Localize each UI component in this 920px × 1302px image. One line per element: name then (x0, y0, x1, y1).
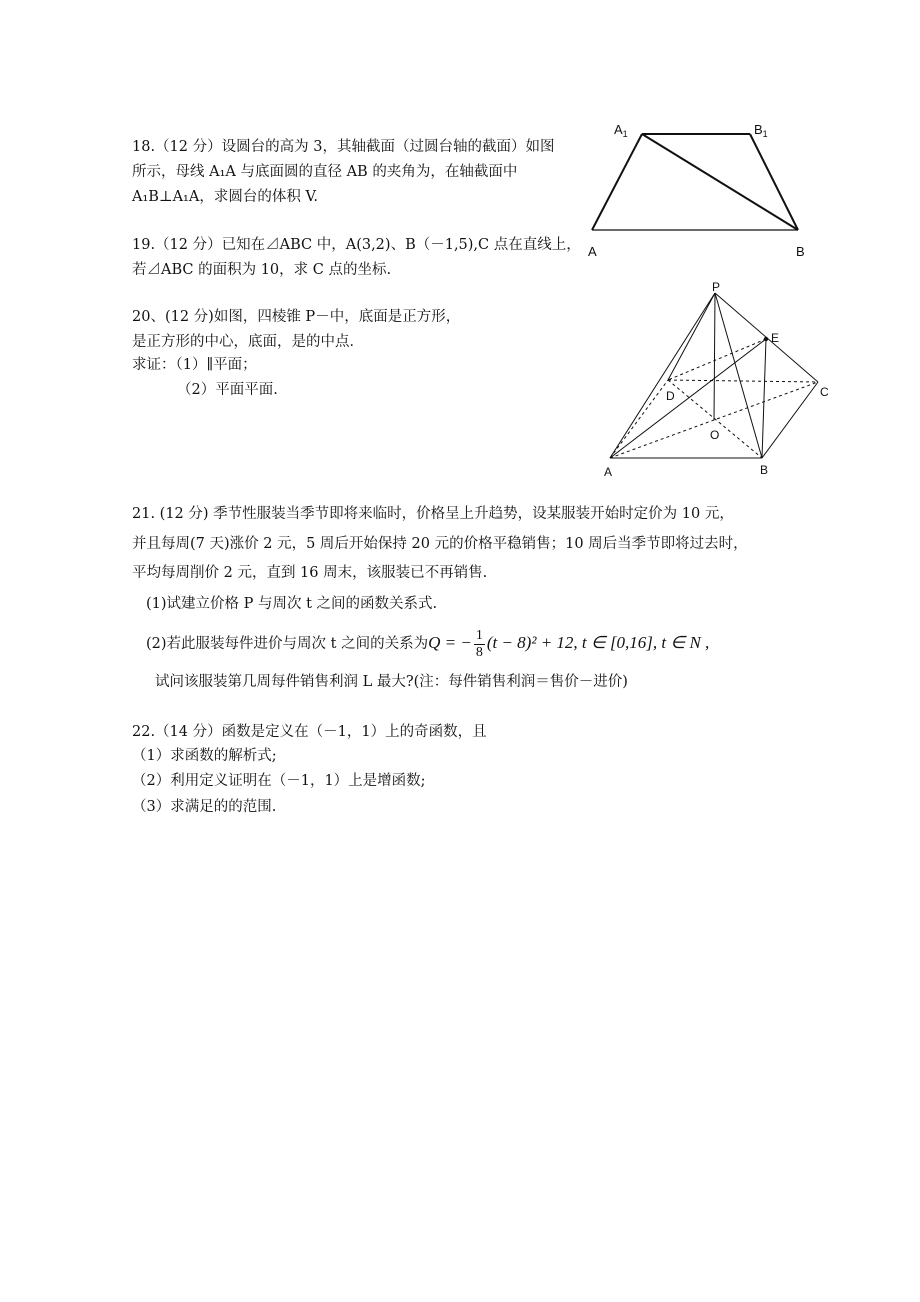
q19-line2: 若⊿ABC 的面积为 10，求 C 点的坐标. (132, 262, 392, 278)
edge-dc-hidden (668, 380, 818, 382)
q21-line1: 21. (12 分) 季节性服装当季节即将来临时，价格呈上升趋势，设某服装开始时定价为 10 元， (132, 506, 734, 522)
q21-part1: (1)试建立价格 P 与周次 t 之间的函数关系式. (146, 596, 438, 612)
label-e: E (771, 331, 780, 345)
segment-ed-hidden (668, 339, 766, 380)
label-b1: $B_1$ (754, 122, 768, 139)
label-o: O (710, 428, 720, 442)
q20-line1: 20、(12 分)如图，四棱锥 P－中，底面是正方形， (132, 309, 461, 325)
fraction-numerator: 1 (475, 627, 483, 643)
edge-pd (668, 293, 715, 380)
q19-line1: 19.（12 分）已知在⊿ABC 中，A(3,2)、B（－1,5),C 点在直线上， (132, 237, 581, 253)
formula-rhs: (t − 8)² + 12, t ∈ [0,16], t ∈ N , (486, 633, 710, 652)
q18-line1: 18.（12 分）设圆台的高为 3，其轴截面（过圆台轴的截面）如图 (132, 139, 555, 155)
edge-po (714, 293, 715, 420)
q22-line1: 22.（14 分）函数是定义在（－1，1）上的奇函数，且 (132, 724, 487, 740)
q22-part2: （2）利用定义证明在（－1，1）上是增函数; (132, 773, 426, 789)
segment-eb (762, 339, 766, 458)
q21-part2 (146, 624, 709, 664)
q21-part2-prefix: (2)若此服装每件进价与周次 t 之间的关系为 (146, 636, 429, 652)
edge-pb (715, 293, 762, 458)
q21-line3: 平均每周削价 2 元，直到 16 周末，该服装已不再销售. (132, 565, 488, 581)
label-c: C (820, 385, 829, 399)
q20-line2: 是正方形的中心，底面，是的中点． (132, 334, 364, 350)
q20-line4: （2）平面平面. (177, 382, 278, 398)
label-b: B (796, 244, 805, 259)
segment-ea (610, 339, 766, 458)
fraction-denominator: 8 (475, 644, 483, 660)
q18-line2: 所示，母线 A₁A 与底面圆的直径 AB 的夹角为，在轴截面中 (132, 164, 518, 180)
edge-pa (610, 293, 715, 458)
frustum-axial-section-figure (580, 112, 820, 262)
edge-ad-hidden (610, 380, 668, 458)
diagonal-bd-hidden (668, 380, 762, 458)
label-a1: $A_1$ (614, 122, 628, 139)
formula-fraction (474, 628, 485, 661)
label-b: B (760, 463, 769, 477)
edge-bc (762, 382, 818, 458)
pyramid-figure (596, 282, 836, 482)
q20-line3: 求证：（1）∥平面； (132, 357, 257, 373)
formula-lhs: Q = − (428, 633, 472, 652)
label-d: D (666, 389, 675, 403)
q22-part1: （1）求函数的解析式; (132, 748, 277, 764)
label-a: A (604, 465, 613, 479)
q21-formula (428, 627, 710, 660)
label-p: P (712, 282, 721, 294)
label-a: A (588, 244, 597, 259)
left-edge (592, 134, 642, 230)
q21-line2: 并且每周(7 天)涨价 2 元，5 周后开始保持 20 元的价格平稳销售；10 周后当季节即将过去时， (132, 536, 748, 552)
q21-part2-line2: 试问该服装第几周每件销售利润 L 最大?(注：每件销售利润＝售价－进价) (155, 674, 628, 690)
q22-part3: （3）求满足的的范围. (132, 799, 277, 815)
q18-line3: A₁B⊥A₁A，求圆台的体积 V. (132, 189, 318, 205)
point-e (764, 337, 768, 341)
